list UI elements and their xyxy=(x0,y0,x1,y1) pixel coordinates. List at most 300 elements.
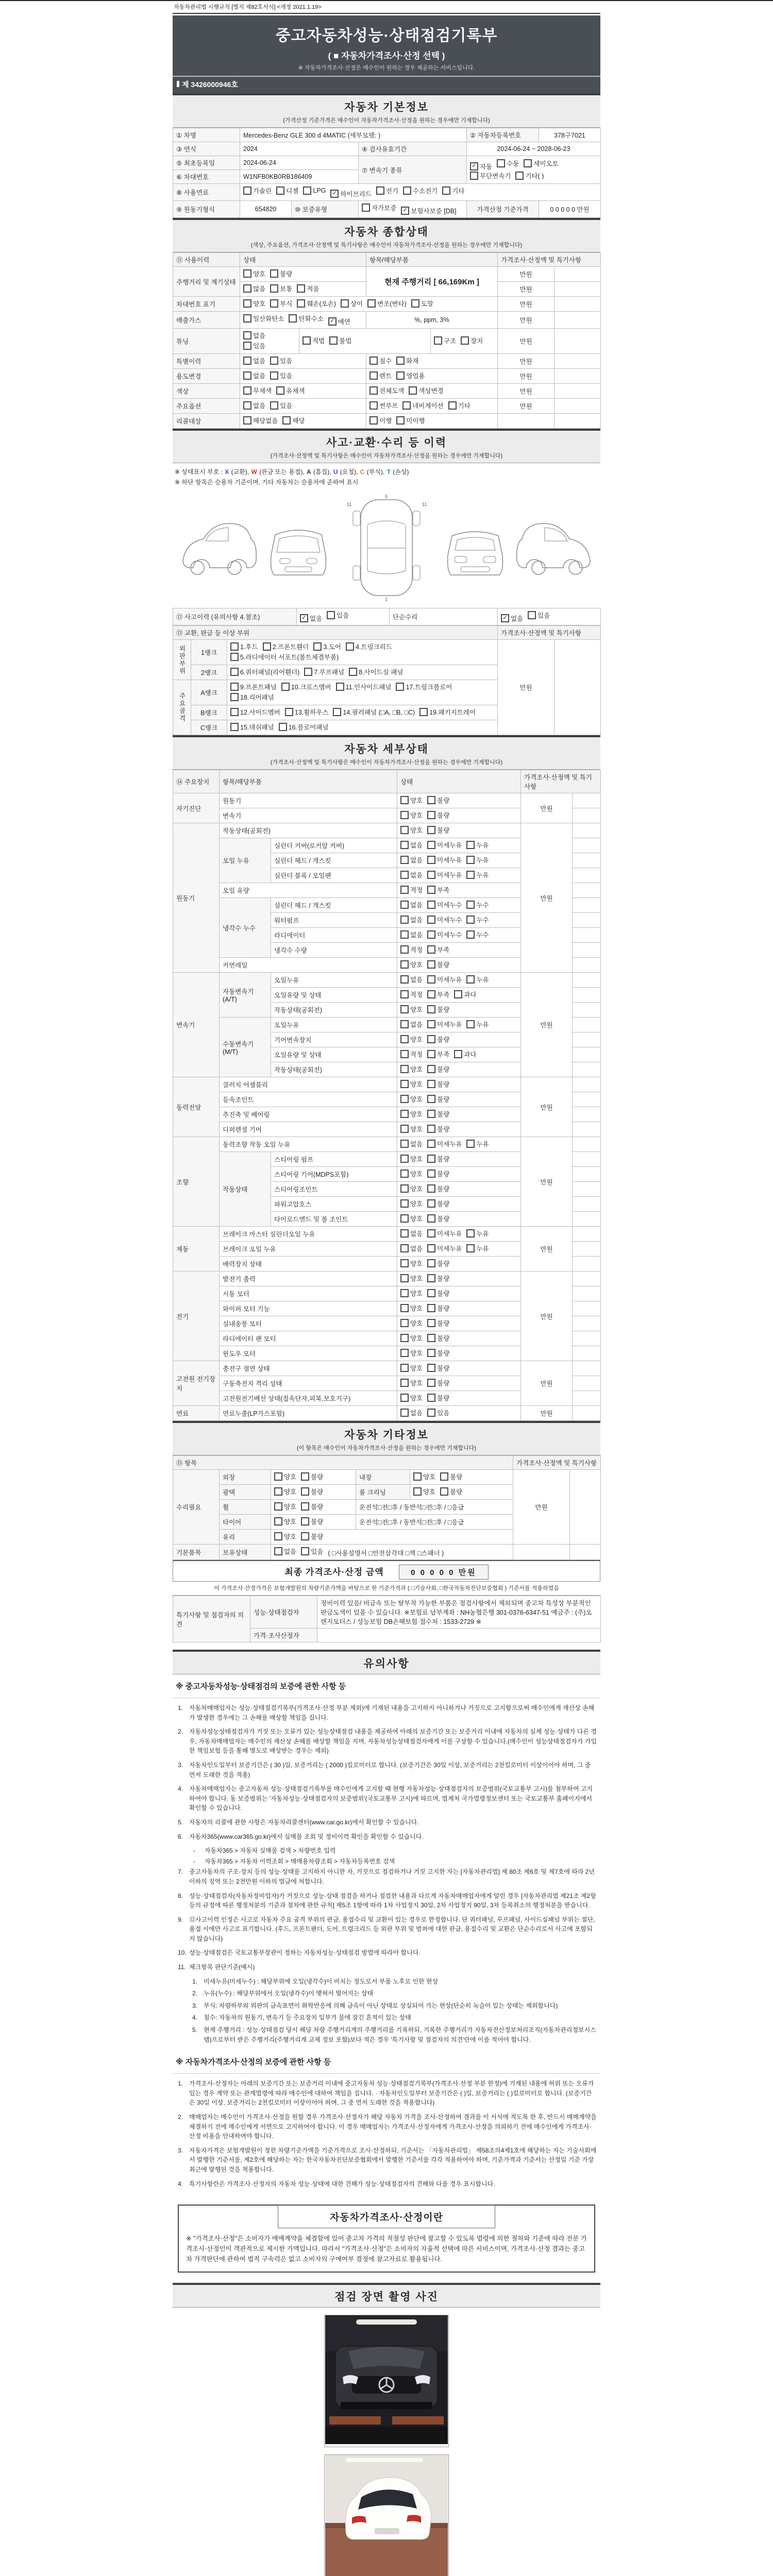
checkbox[interactable] xyxy=(400,1259,409,1267)
checkbox[interactable] xyxy=(400,811,409,819)
checkbox-option[interactable] xyxy=(270,284,292,293)
checkbox[interactable] xyxy=(427,871,435,879)
checkbox-option[interactable] xyxy=(301,1547,323,1556)
checkbox-option[interactable] xyxy=(427,1378,449,1387)
checkbox-option[interactable] xyxy=(369,416,392,425)
checkbox[interactable] xyxy=(411,299,419,308)
checkbox[interactable] xyxy=(470,172,478,180)
checkbox[interactable] xyxy=(466,1140,475,1148)
checkbox[interactable] xyxy=(274,1517,282,1526)
checkbox-option[interactable] xyxy=(369,386,404,395)
checkbox[interactable] xyxy=(396,416,405,425)
checkbox-option[interactable] xyxy=(427,1005,449,1014)
checkbox[interactable] xyxy=(396,371,405,380)
checkbox-option[interactable] xyxy=(434,336,456,345)
checkbox[interactable] xyxy=(369,386,378,395)
checkbox[interactable] xyxy=(270,357,278,365)
checkbox[interactable] xyxy=(243,357,251,365)
checkbox-option[interactable] xyxy=(270,269,292,278)
checkbox-option[interactable] xyxy=(501,614,523,623)
checkbox[interactable] xyxy=(243,299,251,308)
checkbox-option[interactable] xyxy=(297,284,319,293)
checkbox[interactable]: ✓ xyxy=(328,317,337,326)
checkbox-option[interactable] xyxy=(243,284,265,293)
checkbox[interactable] xyxy=(466,841,475,849)
checkbox[interactable] xyxy=(427,1214,435,1223)
checkbox-option[interactable] xyxy=(466,975,489,984)
checkbox-option[interactable] xyxy=(230,642,258,651)
checkbox[interactable] xyxy=(427,1259,435,1267)
checkbox-option[interactable] xyxy=(466,1229,489,1238)
checkbox[interactable] xyxy=(402,401,411,410)
checkbox[interactable] xyxy=(466,975,475,984)
checkbox-option[interactable] xyxy=(367,299,407,308)
checkbox[interactable] xyxy=(400,1334,409,1342)
checkbox-option[interactable] xyxy=(427,1289,449,1298)
checkbox[interactable] xyxy=(466,1244,475,1252)
checkbox[interactable] xyxy=(230,708,239,716)
checkbox[interactable] xyxy=(367,299,376,308)
checkbox-option[interactable] xyxy=(413,1472,435,1481)
checkbox-option[interactable] xyxy=(427,915,462,924)
checkbox-option[interactable] xyxy=(243,331,265,340)
checkbox[interactable] xyxy=(427,945,435,954)
checkbox[interactable] xyxy=(400,1095,409,1103)
checkbox[interactable]: ✓ xyxy=(330,190,339,198)
checkbox[interactable] xyxy=(434,336,442,345)
checkbox-option[interactable] xyxy=(263,642,309,651)
checkbox-option[interactable] xyxy=(400,1079,423,1089)
checkbox[interactable] xyxy=(427,1065,435,1073)
checkbox[interactable] xyxy=(427,1394,435,1402)
checkbox-option[interactable] xyxy=(281,682,331,691)
checkbox-option[interactable] xyxy=(524,159,558,168)
checkbox-option[interactable] xyxy=(466,855,489,865)
checkbox-option[interactable] xyxy=(400,810,423,820)
checkbox[interactable] xyxy=(427,1170,435,1178)
checkbox-option[interactable] xyxy=(400,1154,423,1163)
checkbox-option[interactable] xyxy=(243,356,265,365)
checkbox-option[interactable] xyxy=(466,930,489,939)
checkbox[interactable] xyxy=(427,1274,435,1282)
checkbox[interactable] xyxy=(400,1005,409,1013)
checkbox-option[interactable] xyxy=(466,870,489,879)
checkbox-option[interactable] xyxy=(396,371,425,380)
checkbox[interactable] xyxy=(243,187,251,195)
checkbox-option[interactable] xyxy=(400,1214,423,1223)
checkbox[interactable] xyxy=(427,1184,435,1193)
checkbox[interactable] xyxy=(336,683,344,691)
checkbox[interactable] xyxy=(400,1199,409,1208)
checkbox[interactable] xyxy=(301,1532,309,1540)
checkbox-option[interactable] xyxy=(230,682,277,691)
checkbox[interactable] xyxy=(243,386,251,395)
checkbox-option[interactable] xyxy=(400,855,423,865)
checkbox-option[interactable] xyxy=(427,840,462,850)
checkbox-option[interactable] xyxy=(270,371,292,380)
checkbox[interactable] xyxy=(400,1020,409,1028)
checkbox-option[interactable] xyxy=(427,1303,449,1313)
checkbox[interactable] xyxy=(274,1547,282,1555)
checkbox-option[interactable] xyxy=(409,386,443,395)
checkbox[interactable] xyxy=(427,1349,435,1357)
checkbox-option[interactable] xyxy=(289,314,323,323)
checkbox[interactable]: ✓ xyxy=(401,207,409,215)
checkbox-option[interactable] xyxy=(427,1274,449,1283)
checkbox[interactable] xyxy=(301,1487,309,1496)
checkbox-option[interactable] xyxy=(297,299,336,308)
checkbox-option[interactable] xyxy=(419,707,476,717)
checkbox-option[interactable] xyxy=(243,416,278,425)
checkbox-option[interactable] xyxy=(230,667,299,676)
checkbox[interactable] xyxy=(270,284,278,293)
checkbox-option[interactable] xyxy=(279,722,329,732)
checkbox-option[interactable] xyxy=(427,900,462,909)
checkbox[interactable] xyxy=(270,401,278,410)
checkbox[interactable] xyxy=(304,668,312,676)
checkbox[interactable] xyxy=(400,1080,409,1088)
checkbox[interactable] xyxy=(400,1155,409,1163)
checkbox-option[interactable] xyxy=(401,206,456,215)
checkbox[interactable] xyxy=(448,401,457,410)
checkbox[interactable] xyxy=(263,642,271,651)
checkbox[interactable] xyxy=(427,1140,435,1148)
checkbox[interactable] xyxy=(497,159,505,167)
checkbox-option[interactable] xyxy=(270,401,292,410)
checkbox[interactable] xyxy=(243,401,251,410)
checkbox[interactable] xyxy=(400,1304,409,1312)
checkbox[interactable] xyxy=(427,975,435,984)
checkbox-option[interactable] xyxy=(341,299,363,308)
checkbox[interactable]: ✓ xyxy=(501,614,509,622)
checkbox[interactable] xyxy=(282,416,291,425)
checkbox[interactable] xyxy=(362,204,370,212)
checkbox[interactable] xyxy=(301,1472,309,1481)
checkbox-option[interactable] xyxy=(243,299,265,308)
checkbox[interactable] xyxy=(303,336,311,345)
checkbox-option[interactable] xyxy=(427,795,449,805)
checkbox[interactable] xyxy=(427,1409,435,1417)
checkbox[interactable] xyxy=(461,336,469,345)
checkbox-option[interactable] xyxy=(230,692,274,702)
checkbox-option[interactable] xyxy=(274,1502,296,1511)
checkbox[interactable] xyxy=(427,1379,435,1387)
checkbox[interactable] xyxy=(400,1289,409,1297)
checkbox[interactable] xyxy=(400,856,409,864)
checkbox-option[interactable] xyxy=(369,356,392,365)
checkbox[interactable] xyxy=(303,187,311,195)
checkbox-option[interactable] xyxy=(400,1199,423,1208)
checkbox-option[interactable] xyxy=(528,611,550,620)
checkbox-option[interactable] xyxy=(466,900,489,909)
checkbox[interactable] xyxy=(400,990,409,998)
checkbox[interactable] xyxy=(243,416,251,425)
checkbox[interactable] xyxy=(270,371,278,380)
checkbox[interactable] xyxy=(400,826,409,834)
checkbox[interactable] xyxy=(524,159,532,167)
checkbox[interactable] xyxy=(349,668,357,676)
checkbox-option[interactable] xyxy=(329,336,351,345)
checkbox[interactable] xyxy=(396,357,405,365)
checkbox-option[interactable] xyxy=(285,707,329,717)
checkbox-option[interactable] xyxy=(369,401,398,410)
checkbox[interactable] xyxy=(400,945,409,954)
checkbox-option[interactable] xyxy=(243,401,265,410)
checkbox-option[interactable] xyxy=(427,1154,449,1163)
checkbox-option[interactable] xyxy=(470,162,492,171)
checkbox-option[interactable] xyxy=(400,915,423,924)
checkbox-option[interactable] xyxy=(427,1139,462,1148)
checkbox-option[interactable] xyxy=(400,1094,423,1104)
checkbox[interactable] xyxy=(230,693,239,701)
checkbox-option[interactable] xyxy=(400,1274,423,1283)
checkbox-option[interactable] xyxy=(327,611,349,620)
checkbox-option[interactable] xyxy=(230,652,339,662)
checkbox[interactable] xyxy=(376,187,384,195)
checkbox-option[interactable] xyxy=(400,1035,423,1044)
checkbox[interactable] xyxy=(400,930,409,939)
checkbox-option[interactable] xyxy=(427,1169,449,1178)
checkbox[interactable] xyxy=(466,1229,475,1238)
checkbox[interactable] xyxy=(274,1532,282,1540)
checkbox-option[interactable] xyxy=(301,1472,323,1481)
checkbox-option[interactable] xyxy=(243,186,272,195)
checkbox-option[interactable] xyxy=(440,1472,462,1481)
checkbox[interactable] xyxy=(515,172,524,180)
checkbox[interactable] xyxy=(403,187,411,195)
checkbox-option[interactable] xyxy=(274,1487,296,1496)
checkbox-option[interactable] xyxy=(301,1487,323,1496)
checkbox[interactable] xyxy=(230,723,239,731)
checkbox-option[interactable] xyxy=(427,1035,449,1044)
checkbox[interactable] xyxy=(274,1502,282,1511)
checkbox[interactable] xyxy=(369,371,378,380)
checkbox-option[interactable] xyxy=(301,1517,323,1526)
checkbox[interactable] xyxy=(243,269,251,278)
checkbox-option[interactable] xyxy=(349,667,403,676)
checkbox-option[interactable] xyxy=(400,900,423,909)
checkbox-option[interactable] xyxy=(454,990,476,999)
checkbox-option[interactable] xyxy=(400,1348,423,1358)
checkbox-option[interactable] xyxy=(427,990,449,999)
checkbox[interactable] xyxy=(427,916,435,924)
checkbox-option[interactable] xyxy=(400,945,423,954)
checkbox[interactable] xyxy=(243,331,251,340)
checkbox[interactable] xyxy=(369,416,378,425)
checkbox[interactable] xyxy=(466,856,475,864)
checkbox[interactable] xyxy=(400,1409,409,1417)
checkbox-option[interactable] xyxy=(336,682,392,691)
checkbox-option[interactable] xyxy=(400,1244,423,1253)
checkbox[interactable] xyxy=(276,187,284,195)
checkbox[interactable] xyxy=(243,314,251,323)
checkbox[interactable] xyxy=(466,916,475,924)
checkbox-option[interactable] xyxy=(400,1289,423,1298)
checkbox-option[interactable] xyxy=(313,642,341,651)
checkbox-option[interactable] xyxy=(333,707,415,717)
checkbox[interactable] xyxy=(400,960,409,969)
checkbox-option[interactable] xyxy=(270,299,292,308)
checkbox-option[interactable] xyxy=(427,855,462,865)
checkbox-option[interactable] xyxy=(403,186,438,195)
checkbox-option[interactable] xyxy=(369,371,392,380)
checkbox[interactable] xyxy=(301,1517,309,1526)
checkbox[interactable] xyxy=(413,1472,422,1481)
checkbox[interactable] xyxy=(427,930,435,939)
checkbox[interactable] xyxy=(427,841,435,849)
checkbox-option[interactable] xyxy=(303,187,326,195)
checkbox-option[interactable] xyxy=(400,1109,423,1118)
checkbox[interactable] xyxy=(400,1140,409,1148)
checkbox[interactable] xyxy=(400,886,409,894)
checkbox[interactable] xyxy=(289,314,297,323)
checkbox[interactable] xyxy=(327,611,335,619)
checkbox[interactable] xyxy=(400,975,409,984)
checkbox[interactable] xyxy=(400,1184,409,1193)
checkbox-option[interactable] xyxy=(427,1259,449,1268)
checkbox-option[interactable] xyxy=(400,795,423,805)
checkbox[interactable] xyxy=(427,1304,435,1312)
checkbox-option[interactable] xyxy=(400,1064,423,1074)
checkbox-option[interactable] xyxy=(400,1378,423,1387)
checkbox[interactable] xyxy=(400,1110,409,1118)
checkbox[interactable] xyxy=(427,811,435,819)
checkbox-option[interactable] xyxy=(274,1472,296,1481)
checkbox[interactable] xyxy=(243,342,251,350)
checkbox-option[interactable] xyxy=(400,1408,423,1417)
checkbox-option[interactable] xyxy=(427,975,462,984)
checkbox[interactable] xyxy=(427,1005,435,1013)
checkbox[interactable] xyxy=(230,668,239,676)
checkbox-option[interactable] xyxy=(400,1184,423,1193)
checkbox[interactable] xyxy=(400,1319,409,1327)
checkbox[interactable] xyxy=(329,336,338,345)
checkbox-option[interactable] xyxy=(427,1244,462,1253)
checkbox[interactable] xyxy=(281,683,290,691)
checkbox-option[interactable] xyxy=(400,960,423,969)
checkbox[interactable] xyxy=(297,284,305,293)
checkbox-option[interactable] xyxy=(413,1487,435,1496)
checkbox-option[interactable] xyxy=(301,1502,323,1511)
checkbox-option[interactable] xyxy=(376,186,398,195)
checkbox[interactable] xyxy=(333,708,341,716)
checkbox-option[interactable] xyxy=(466,1244,489,1253)
checkbox[interactable] xyxy=(369,357,378,365)
checkbox-option[interactable] xyxy=(346,642,392,651)
checkbox[interactable] xyxy=(400,1125,409,1133)
checkbox[interactable] xyxy=(230,683,239,691)
checkbox-option[interactable] xyxy=(466,1020,489,1029)
checkbox[interactable] xyxy=(400,916,409,924)
checkbox-option[interactable] xyxy=(400,885,423,894)
checkbox[interactable] xyxy=(369,401,378,410)
checkbox[interactable] xyxy=(274,1472,282,1481)
checkbox[interactable] xyxy=(413,1487,422,1496)
checkbox[interactable] xyxy=(297,299,305,308)
checkbox[interactable] xyxy=(427,1080,435,1088)
checkbox[interactable] xyxy=(270,269,278,278)
checkbox[interactable] xyxy=(396,683,404,691)
checkbox[interactable] xyxy=(427,960,435,969)
checkbox-option[interactable] xyxy=(400,975,423,984)
checkbox-option[interactable] xyxy=(328,317,350,326)
checkbox[interactable] xyxy=(400,1379,409,1387)
checkbox-option[interactable] xyxy=(442,186,464,195)
checkbox-option[interactable] xyxy=(274,1517,296,1526)
checkbox-option[interactable] xyxy=(400,1259,423,1268)
checkbox-option[interactable] xyxy=(427,1049,449,1059)
checkbox-option[interactable] xyxy=(427,810,449,820)
checkbox[interactable] xyxy=(301,1547,309,1555)
checkbox-option[interactable] xyxy=(427,1109,449,1118)
checkbox-option[interactable] xyxy=(427,1184,449,1193)
checkbox[interactable] xyxy=(313,642,322,651)
checkbox[interactable] xyxy=(427,1050,435,1058)
checkbox-option[interactable] xyxy=(400,1363,423,1372)
checkbox-option[interactable] xyxy=(427,960,449,969)
checkbox[interactable] xyxy=(301,1502,309,1511)
checkbox[interactable] xyxy=(427,1155,435,1163)
checkbox-option[interactable] xyxy=(427,1229,462,1238)
checkbox[interactable] xyxy=(400,1035,409,1043)
checkbox[interactable] xyxy=(243,371,251,380)
checkbox-option[interactable] xyxy=(400,1229,423,1238)
checkbox-option[interactable] xyxy=(427,1333,449,1343)
checkbox-option[interactable] xyxy=(466,840,489,850)
checkbox-option[interactable] xyxy=(454,1049,476,1059)
checkbox[interactable] xyxy=(409,386,417,395)
checkbox-option[interactable] xyxy=(497,159,519,168)
checkbox-option[interactable] xyxy=(427,1348,449,1358)
checkbox[interactable] xyxy=(400,901,409,909)
checkbox-option[interactable] xyxy=(243,371,265,380)
checkbox[interactable] xyxy=(466,901,475,909)
checkbox[interactable] xyxy=(528,611,536,619)
checkbox-option[interactable] xyxy=(230,707,280,717)
checkbox[interactable] xyxy=(400,1170,409,1178)
checkbox[interactable] xyxy=(400,1050,409,1058)
checkbox-option[interactable] xyxy=(400,870,423,879)
checkbox-option[interactable] xyxy=(427,1408,449,1417)
checkbox[interactable] xyxy=(400,1229,409,1238)
checkbox-option[interactable] xyxy=(400,1393,423,1402)
checkbox[interactable] xyxy=(427,1334,435,1342)
checkbox[interactable] xyxy=(466,871,475,879)
checkbox[interactable] xyxy=(454,1050,462,1058)
checkbox[interactable] xyxy=(400,1394,409,1402)
checkbox-option[interactable] xyxy=(427,1363,449,1372)
checkbox[interactable] xyxy=(400,1349,409,1357)
checkbox[interactable] xyxy=(440,1487,448,1496)
checkbox[interactable] xyxy=(400,1244,409,1252)
checkbox[interactable] xyxy=(427,1125,435,1133)
checkbox-option[interactable] xyxy=(243,269,265,278)
checkbox[interactable]: ✓ xyxy=(300,614,308,622)
checkbox-option[interactable] xyxy=(427,1214,449,1223)
checkbox-option[interactable] xyxy=(427,825,449,835)
checkbox[interactable] xyxy=(427,1229,435,1238)
checkbox-option[interactable] xyxy=(243,386,272,395)
checkbox-option[interactable] xyxy=(400,825,423,835)
checkbox-option[interactable] xyxy=(396,682,452,691)
checkbox-option[interactable] xyxy=(243,341,265,350)
checkbox[interactable] xyxy=(427,1020,435,1028)
checkbox[interactable] xyxy=(400,1274,409,1282)
checkbox[interactable] xyxy=(427,1095,435,1103)
checkbox[interactable]: ✓ xyxy=(470,162,478,171)
checkbox-option[interactable] xyxy=(427,1064,449,1074)
checkbox-option[interactable] xyxy=(427,1199,449,1208)
